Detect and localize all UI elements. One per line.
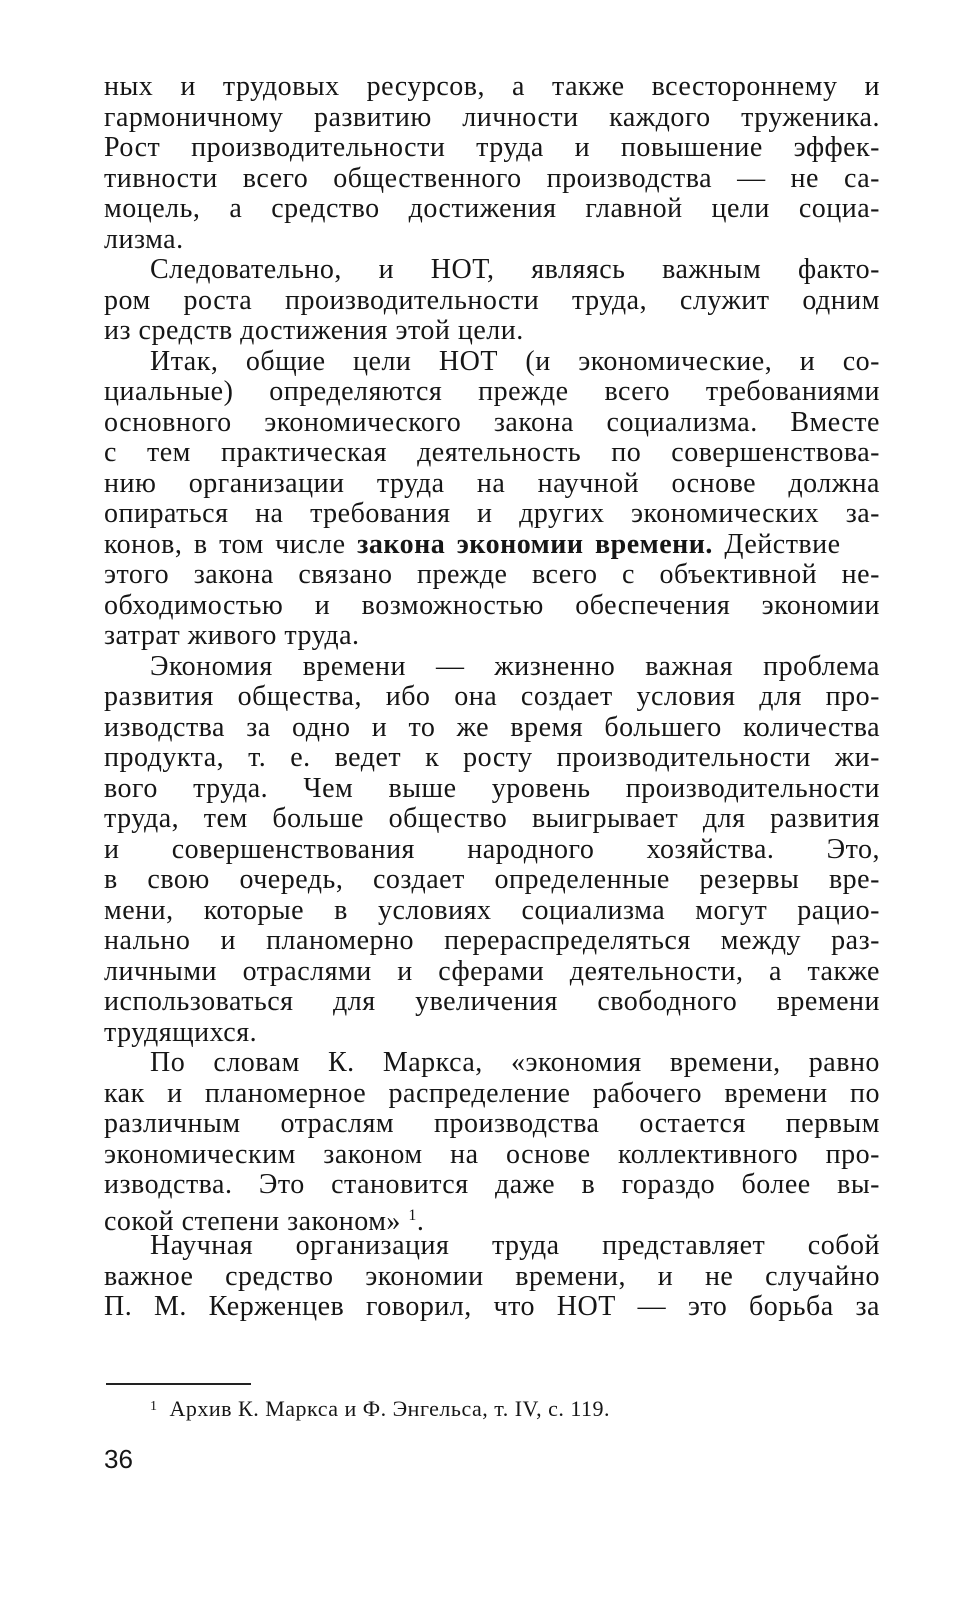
word: социа-	[798, 193, 880, 224]
word: прежде	[417, 559, 508, 590]
page-number: 36	[104, 1444, 133, 1474]
word: первым	[785, 1108, 880, 1139]
word: хозяйства.	[646, 833, 775, 865]
text-line	[104, 103, 880, 134]
word: циальные)	[104, 376, 234, 407]
word: всего	[242, 162, 309, 194]
word: производства	[434, 1108, 600, 1139]
word: выше	[388, 772, 457, 804]
word: экономическим	[104, 1138, 296, 1170]
word: распределение	[388, 1077, 571, 1109]
word: же	[456, 711, 490, 743]
word: и	[167, 1077, 183, 1109]
word: для	[333, 986, 376, 1017]
word: совершенствова-	[671, 437, 880, 468]
word: НОТ	[438, 345, 498, 377]
word: Это,	[826, 833, 880, 865]
text-line	[104, 194, 880, 225]
word: обеспечения	[575, 589, 731, 621]
text-line	[104, 469, 880, 500]
word: общества,	[237, 681, 362, 712]
word: личными	[104, 955, 218, 987]
word: организации	[188, 467, 345, 499]
word: что	[493, 1291, 535, 1322]
word: являясь	[531, 254, 626, 285]
footnote-marker: 1	[150, 1399, 158, 1414]
text-line	[104, 591, 880, 622]
word: важное	[104, 1260, 194, 1292]
word: борьба	[749, 1291, 834, 1322]
word: одним	[802, 284, 880, 316]
word: условиях	[377, 894, 492, 926]
word: других	[519, 498, 605, 529]
word: труда,	[571, 284, 648, 316]
word: факто-	[797, 254, 880, 285]
word: Это	[258, 1169, 305, 1200]
word: планомерно	[266, 925, 415, 956]
word: различным	[104, 1108, 241, 1139]
word: по	[850, 1077, 880, 1109]
word: также	[807, 955, 880, 987]
word: уровень	[491, 772, 591, 804]
word: условия	[636, 681, 736, 712]
word: трудовых	[222, 71, 340, 102]
word: большего	[604, 711, 722, 743]
word: могут	[695, 894, 768, 926]
word: определенные	[494, 864, 670, 895]
word: по	[611, 437, 642, 468]
word: К.	[327, 1047, 355, 1078]
paragraph	[104, 255, 880, 347]
text-line	[104, 286, 880, 317]
word: более	[741, 1169, 811, 1200]
word: нально	[104, 925, 191, 956]
word: создает	[520, 681, 613, 712]
text-line	[104, 1109, 880, 1140]
word: экономии	[365, 1260, 484, 1292]
word: мени,	[104, 894, 174, 926]
word: экономического	[264, 406, 462, 438]
word: то	[408, 711, 436, 743]
line-text: трудящихся.	[104, 1016, 258, 1048]
word: закона	[193, 559, 274, 590]
line-text-pre: сокой степени законом»	[104, 1205, 409, 1237]
word: за-	[845, 498, 880, 529]
word: экономические,	[578, 345, 773, 377]
word: служит	[679, 284, 770, 316]
word: рабочего	[592, 1077, 703, 1109]
word: времени	[724, 1077, 828, 1109]
word: и	[477, 498, 493, 529]
word: на	[450, 1138, 479, 1170]
word: опираться	[104, 498, 229, 529]
text-line	[104, 682, 880, 713]
word: в	[334, 894, 348, 926]
word: производительности	[284, 284, 540, 316]
word: говорил,	[366, 1291, 472, 1322]
word: деятельность	[417, 437, 582, 468]
text-line	[104, 865, 880, 896]
word: случайно	[765, 1260, 880, 1292]
word: ных	[104, 71, 154, 102]
word: времени	[302, 650, 406, 682]
word: труда	[491, 1230, 560, 1261]
word: это	[687, 1291, 728, 1322]
word: производительности	[191, 132, 446, 163]
word: времени,	[669, 1047, 781, 1078]
word: роста	[183, 284, 253, 316]
footnote-text: Архив К. Маркса и Ф. Энгельса, т. IV, с. 119.	[169, 1396, 611, 1421]
word: продукта,	[104, 742, 225, 773]
word: раз-	[831, 925, 880, 956]
line-text	[104, 530, 841, 561]
word: на	[476, 467, 506, 499]
word: личности	[462, 101, 579, 133]
word: народного	[467, 833, 595, 865]
word: становится	[331, 1169, 469, 1200]
word: важным	[662, 254, 762, 285]
word: больше	[272, 803, 364, 834]
text-line	[104, 1292, 880, 1323]
word: этого	[104, 559, 170, 590]
word: всего	[531, 559, 598, 590]
word: изводства.	[104, 1169, 233, 1200]
word: и	[371, 711, 388, 743]
word: она	[454, 681, 498, 712]
word: основе	[671, 467, 757, 499]
word: вы-	[837, 1169, 880, 1200]
word: вре-	[828, 864, 880, 895]
line-text	[104, 1201, 425, 1237]
text-line	[104, 377, 880, 408]
text-line	[104, 316, 880, 347]
text-line	[104, 225, 880, 256]
word: за	[246, 711, 271, 743]
word: Итак,	[150, 345, 219, 377]
text-line	[104, 804, 880, 835]
word: которые	[203, 894, 305, 926]
word: эффек-	[793, 132, 880, 163]
word: экономии	[761, 589, 880, 621]
word: развития	[770, 803, 880, 834]
text-line	[104, 499, 880, 530]
text-line	[104, 652, 880, 683]
word: для	[702, 803, 746, 834]
word: ведет	[334, 742, 402, 773]
word: выигрывает	[531, 803, 679, 834]
word: П.	[104, 1291, 133, 1322]
word: времени,	[515, 1260, 627, 1292]
text-line	[104, 347, 880, 378]
word: прежде	[478, 376, 569, 407]
word: время	[510, 711, 584, 743]
word: цели	[353, 345, 412, 377]
word: каждого	[609, 101, 711, 133]
word: Чем	[303, 772, 354, 804]
word: со-	[842, 345, 880, 377]
line-text-post: Действие	[712, 528, 841, 560]
word: труда.	[193, 772, 269, 804]
word: и	[574, 132, 591, 163]
word: т.	[248, 742, 267, 773]
word: социализма	[521, 894, 666, 926]
footnote	[150, 1396, 610, 1422]
word: коллективного	[618, 1138, 799, 1170]
page-body	[104, 72, 880, 1323]
word: к	[425, 742, 440, 773]
word: времени	[776, 986, 880, 1017]
word: Научная	[150, 1230, 254, 1261]
paragraph	[104, 652, 880, 1049]
text-line	[104, 896, 880, 927]
word: важная	[645, 650, 734, 682]
word: проблема	[763, 650, 880, 682]
word: количества	[743, 711, 880, 743]
word: повышение	[620, 132, 763, 163]
line-text: из средств достижения этой цели.	[104, 315, 524, 346]
word: и	[220, 925, 236, 956]
word: ресурсов,	[366, 71, 485, 102]
word: увеличения	[415, 986, 558, 1017]
word: и	[104, 833, 120, 865]
word: не-	[841, 559, 880, 590]
word: свою	[147, 864, 210, 895]
word: тем	[203, 803, 248, 834]
word: деятельности,	[569, 955, 744, 987]
word: развития	[104, 681, 214, 712]
word: должна	[788, 467, 880, 499]
word: собой	[807, 1230, 880, 1261]
word: Следовательно,	[150, 254, 342, 285]
text-line	[104, 560, 880, 591]
word: всего	[604, 376, 671, 407]
word: труженика.	[741, 101, 880, 133]
word: планомерное	[204, 1077, 367, 1109]
line-text-pre: конов, в том числе	[104, 528, 358, 560]
word: одно	[292, 711, 351, 743]
word: е.	[290, 742, 311, 773]
text-line	[104, 774, 880, 805]
word: сферами	[438, 955, 545, 987]
word: остается	[639, 1108, 746, 1139]
word: НОТ	[556, 1291, 616, 1322]
text-line	[104, 1170, 880, 1201]
word: (и	[525, 345, 551, 377]
word: с	[622, 559, 635, 590]
text-line	[104, 713, 880, 744]
text-line	[104, 1018, 880, 1049]
word: требования	[310, 498, 451, 529]
word: производства	[546, 162, 713, 194]
word: ром	[104, 284, 151, 316]
bold-term: закона экономии времени.	[357, 528, 713, 560]
word: Керженцев	[208, 1291, 345, 1322]
word: про-	[825, 681, 880, 712]
text-line	[104, 164, 880, 195]
word: главной	[585, 193, 683, 224]
text-line	[104, 133, 880, 164]
text-line	[104, 1262, 880, 1293]
line-text: затрат живого труда.	[104, 620, 360, 651]
word: создает	[372, 864, 465, 895]
word: —	[435, 650, 465, 682]
word: представляет	[602, 1230, 766, 1261]
footnote-divider	[106, 1383, 251, 1385]
word: рацио-	[797, 894, 880, 926]
word: жи-	[834, 742, 880, 773]
word: а	[229, 193, 243, 224]
word: не	[790, 162, 819, 194]
word: «экономия	[510, 1047, 642, 1078]
word: общество	[388, 803, 508, 834]
word: закона	[493, 406, 574, 438]
word: использоваться	[104, 986, 294, 1017]
word: и	[314, 589, 331, 621]
word: обходимостью	[104, 589, 284, 621]
word: с	[104, 437, 117, 468]
word: перераспределяться	[444, 925, 691, 956]
text-line	[104, 1079, 880, 1110]
word: всестороннему	[651, 71, 838, 102]
text-line	[104, 1140, 880, 1171]
word: практическая	[220, 437, 387, 468]
word: жизненно	[494, 650, 616, 682]
word: са-	[843, 162, 880, 194]
word: вого	[104, 772, 158, 804]
word: Маркса,	[382, 1047, 483, 1078]
text-line	[104, 957, 880, 988]
word: достижения	[408, 193, 557, 224]
text-line	[104, 926, 880, 957]
word: законом	[323, 1138, 423, 1170]
word: даже	[495, 1169, 556, 1200]
word: основе	[505, 1138, 591, 1170]
text-line	[104, 621, 880, 652]
word: тем	[147, 437, 191, 468]
word: Вместе	[790, 406, 880, 438]
text-line	[104, 255, 880, 286]
word: между	[720, 925, 802, 956]
word: НОТ,	[430, 254, 495, 285]
word: средство	[271, 193, 380, 224]
word: производительности	[625, 772, 880, 804]
text-line	[104, 1201, 880, 1237]
word: а	[512, 71, 525, 102]
word: научной	[537, 467, 640, 499]
word: связано	[298, 559, 393, 590]
word: нию	[104, 467, 157, 499]
word: определяются	[269, 376, 443, 407]
text-line	[104, 1048, 880, 1079]
word: словам	[213, 1047, 300, 1078]
word: очередь,	[239, 864, 344, 895]
word: совершенствования	[171, 833, 415, 865]
word: также	[552, 71, 625, 102]
word: основного	[104, 406, 232, 438]
word: гораздо	[621, 1169, 716, 1200]
word: на	[255, 498, 284, 529]
text-line	[104, 408, 880, 439]
word: изводства	[104, 711, 225, 743]
text-line	[104, 743, 880, 774]
text-line	[104, 835, 880, 866]
line-text: лизма.	[104, 223, 184, 255]
word: и	[799, 345, 816, 377]
word: за	[855, 1291, 880, 1322]
word: росту	[463, 742, 533, 773]
word: гармоничному	[104, 101, 284, 133]
word: ибо	[385, 681, 431, 712]
word: резервы	[699, 864, 800, 895]
word: социализма.	[606, 406, 758, 438]
word: Экономия	[150, 650, 273, 682]
word: Рост	[104, 132, 161, 163]
word: равно	[808, 1047, 880, 1078]
footnote-reference: 1	[408, 1206, 417, 1224]
word: труда,	[104, 803, 180, 834]
word: а	[769, 955, 782, 987]
word: —	[637, 1291, 667, 1322]
word: По	[150, 1047, 186, 1078]
word: средство	[225, 1260, 334, 1292]
word: производительности	[556, 742, 811, 773]
paragraph	[104, 1047, 880, 1237]
word: в	[581, 1169, 596, 1200]
word: —	[737, 162, 766, 194]
paragraph	[104, 72, 880, 255]
word: и	[657, 1260, 674, 1292]
word: не	[704, 1260, 734, 1292]
word: требованиями	[705, 376, 880, 407]
word: в	[104, 864, 118, 895]
word: цели	[711, 193, 770, 224]
text-line	[104, 530, 880, 561]
paragraph	[104, 1231, 880, 1323]
word: тивности	[104, 162, 218, 194]
text-line	[104, 987, 880, 1018]
word: возможностью	[361, 589, 544, 621]
word: и	[180, 71, 196, 102]
word: экономических	[631, 498, 820, 529]
word: труда	[476, 132, 544, 163]
word: общие	[245, 345, 326, 377]
word: развитию	[313, 101, 432, 133]
word: труда	[376, 467, 445, 499]
word: свободного	[597, 986, 738, 1017]
word: и	[397, 955, 413, 987]
word: отраслями	[242, 955, 372, 987]
text-line	[104, 1231, 880, 1262]
word: и	[378, 254, 395, 285]
paragraph	[104, 347, 880, 652]
word: М.	[154, 1291, 187, 1322]
word: отраслям	[280, 1108, 395, 1139]
word: организация	[295, 1230, 450, 1261]
text-line	[104, 72, 880, 103]
word: моцель,	[104, 193, 201, 224]
word: про-	[825, 1138, 880, 1170]
word: для	[759, 681, 802, 712]
word: как	[104, 1077, 145, 1109]
text-line	[104, 438, 880, 469]
line-text-post: .	[416, 1205, 425, 1237]
word: и	[864, 71, 880, 102]
word: объективной	[659, 559, 818, 590]
word: общественного	[333, 162, 522, 194]
